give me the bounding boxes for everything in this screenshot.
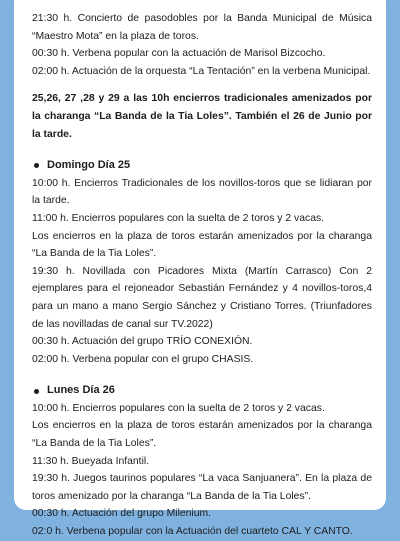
program-card xyxy=(14,0,386,538)
event-line: 19:30 h. Novillada con Picadores Mixta (Martín Carrasco) Con 2 ejemplares para el rejoneador Sebastián Fernández y 4 novillos-toros,4 para un mano a mano Sergio Sánchez y Cristiano Torres. (Triunfadores de las novilladas de canal sur TV.2022) xyxy=(32,265,372,330)
event-line: 10:00 h. Encierros populares con la suelta de 2 toros y 2 vacas. xyxy=(32,402,325,414)
day-heading-domingo xyxy=(32,157,372,175)
event-line: 00:30 h. Actuación del grupo Milenium. xyxy=(32,508,212,520)
event-line: 00:30 h. Verbena popular con la actuación de Marisol Bizcocho. xyxy=(32,48,326,60)
bullet-icon xyxy=(34,163,39,168)
encierros-note: 25,26, 27 ,28 y 29 a las 10h encierros tradicionales amenizados por la charanga “La Banda de la Tia Loles”. También el 26 de Junio por la tarde. xyxy=(32,93,372,140)
event-line: 11:30 h. Bueyada Infantil. xyxy=(32,455,150,467)
event-line: 02:0 h. Verbena popular con la Actuación del cuarteto CAL Y CANTO. xyxy=(32,526,353,538)
event-line: 19:30 h. Juegos taurinos populares “La vaca Sanjuanera”. En la plaza de toros amenizado por la charanga “La Banda de la Tia Loles”. xyxy=(32,473,372,502)
bullet-icon xyxy=(34,389,39,394)
event-line: 02:00 h. Actuación de la orquesta “La Tentación” en la verbena Municipal. xyxy=(32,65,371,77)
event-line: 21:30 h. Concierto de pasodobles por la Banda Municipal de Música “Maestro Mota” en la plaza de toros. xyxy=(32,13,372,42)
event-line: Los encierros en la plaza de toros estarán amenizados por la charanga “La Banda de la Tia Loles”. xyxy=(32,230,372,260)
event-line: 10:00 h. Encierros Tradicionales de los novillos-toros que se lidiaran por la tarde. xyxy=(32,177,372,207)
day-heading-lunes xyxy=(32,382,372,400)
day-title: Lunes Día 26 xyxy=(47,384,115,397)
event-line: 02:00 h. Verbena popular con el grupo CHASIS. xyxy=(32,353,254,365)
event-line: Los encierros en la plaza de toros estarán amenizados por la charanga “La Banda de la Tia Loles”. xyxy=(32,420,372,450)
event-line: 11:00 h. Encierros populares con la suelta de 2 toros y 2 vacas. xyxy=(32,212,325,224)
event-line: 00:30 h. Actuación del grupo TRÍO CONEXIÓN. xyxy=(32,336,253,348)
day-title: Domingo Día 25 xyxy=(47,159,131,172)
